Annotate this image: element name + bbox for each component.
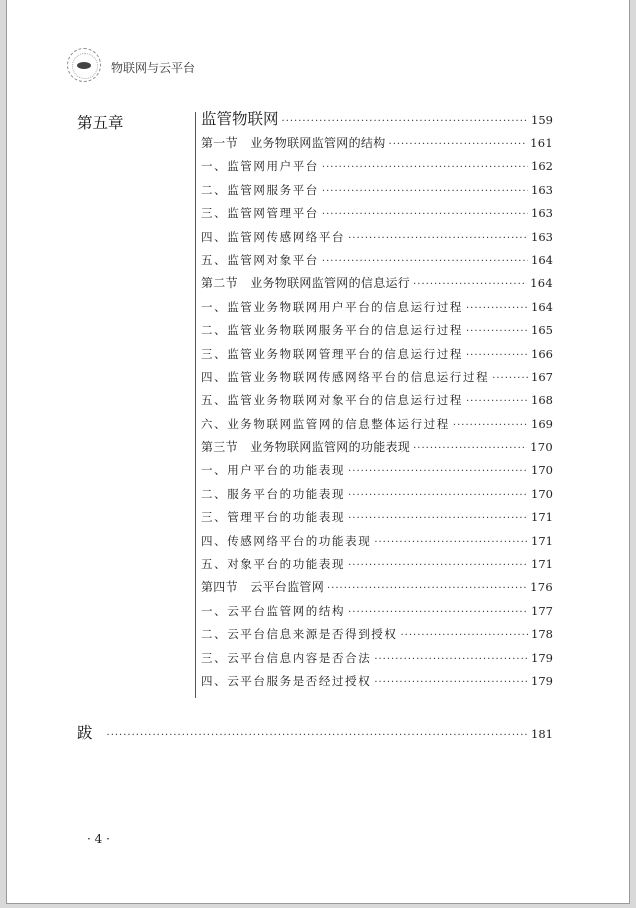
dot-leader	[348, 227, 528, 250]
toc-item-entry[interactable]	[201, 155, 553, 178]
toc-page-number: 171	[531, 557, 553, 572]
dot-leader	[401, 624, 529, 647]
toc-page-number: 163	[531, 182, 553, 197]
toc-item-title: 五、对象平台的功能表现	[201, 557, 346, 572]
toc-page-number: 179	[531, 673, 553, 688]
toc-section-entry[interactable]	[201, 272, 553, 295]
toc-item-title: 四、监管网传感网络平台	[201, 229, 346, 244]
dot-leader	[453, 414, 528, 437]
document-page	[6, 0, 630, 904]
running-header	[67, 48, 267, 82]
toc-item-entry[interactable]	[201, 296, 553, 319]
toc-section-entry[interactable]	[201, 436, 553, 459]
toc-item-entry[interactable]	[201, 202, 553, 225]
toc-entries	[201, 106, 553, 693]
toc-page-number: 164	[530, 276, 553, 291]
dot-leader	[322, 203, 528, 226]
toc-item-title: 一、云平台监管网的结构	[201, 603, 346, 618]
dot-leader	[374, 648, 528, 671]
toc-item-title: 一、监管业务物联网用户平台的信息运行过程	[201, 299, 463, 314]
dot-leader	[107, 723, 528, 749]
toc-item-entry[interactable]	[201, 179, 553, 202]
toc-item-entry[interactable]	[201, 343, 553, 366]
toc-item-title: 三、监管业务物联网管理平台的信息运行过程	[201, 346, 463, 361]
toc-section-title: 第三节 业务物联网监管网的功能表现	[201, 440, 411, 455]
dot-leader	[327, 577, 527, 600]
toc-page-number: 168	[531, 393, 553, 408]
toc-page-number: 170	[531, 463, 553, 478]
toc-item-entry[interactable]	[201, 249, 553, 272]
dot-leader	[322, 156, 528, 179]
dot-leader	[374, 531, 528, 554]
toc-item-entry[interactable]	[201, 389, 553, 412]
toc-page-number: 164	[531, 299, 553, 314]
toc-item-entry[interactable]	[201, 670, 553, 693]
toc-page-number: 176	[530, 580, 553, 595]
dot-leader	[466, 344, 528, 367]
toc-item-title: 二、监管业务物联网服务平台的信息运行过程	[201, 323, 463, 338]
toc-item-entry[interactable]	[201, 483, 553, 506]
dot-leader	[322, 250, 528, 273]
toc-item-entry[interactable]	[201, 600, 553, 623]
toc-item-title: 三、管理平台的功能表现	[201, 510, 346, 525]
toc-page-number: 167	[531, 369, 553, 384]
toc-page-number: 178	[531, 627, 553, 642]
toc-item-title: 四、传感网络平台的功能表现	[201, 533, 372, 548]
toc-page-number: 161	[530, 136, 553, 150]
dot-leader	[348, 507, 528, 530]
toc-item-title: 二、服务平台的功能表现	[201, 486, 346, 501]
toc-item-entry[interactable]	[201, 623, 553, 646]
toc-page-number: 179	[531, 650, 553, 665]
dot-leader	[466, 297, 528, 320]
toc-page-number: 164	[531, 252, 553, 267]
toc-item-entry[interactable]	[201, 366, 553, 389]
chapter-label: 第五章	[77, 114, 124, 132]
toc-item-entry[interactable]	[201, 413, 553, 436]
toc-item-title: 三、云平台信息内容是否合法	[201, 650, 372, 665]
toc-page-number: 171	[531, 510, 553, 525]
dot-leader	[348, 460, 528, 483]
page-folio: · 4 ·	[87, 832, 110, 846]
toc-item-title: 四、监管业务物联网传感网络平台的信息运行过程	[201, 369, 490, 384]
toc-page-number: 159	[531, 113, 553, 127]
toc-item-entry[interactable]	[201, 226, 553, 249]
toc-item-title: 一、监管网用户平台	[201, 159, 319, 174]
toc-page-number: 177	[531, 603, 553, 618]
dot-leader	[348, 601, 528, 624]
toc-item-entry[interactable]	[201, 647, 553, 670]
postscript-label: 跋	[77, 724, 93, 742]
toc-section-title: 第四节 云平台监管网	[201, 580, 325, 595]
chapter-divider-rule	[195, 112, 196, 698]
dot-leader	[466, 320, 528, 343]
toc-item-entry[interactable]	[201, 530, 553, 553]
running-header-title: 物联网与云平台	[111, 61, 196, 75]
toc-chapter-entry[interactable]	[201, 106, 553, 132]
toc-page-number: 162	[531, 159, 553, 174]
toc-item-title: 五、监管网对象平台	[201, 252, 319, 267]
toc-item-title: 二、云平台信息来源是否得到授权	[201, 627, 398, 642]
dot-leader	[413, 437, 527, 460]
toc-page-number: 165	[531, 323, 553, 338]
toc-section-title: 第二节 业务物联网监管网的信息运行	[201, 276, 411, 291]
dot-leader	[389, 133, 528, 156]
toc-section-entry[interactable]	[201, 132, 553, 155]
toc-item-entry[interactable]	[201, 459, 553, 482]
dot-leader	[322, 180, 528, 203]
toc-section-entry[interactable]	[201, 576, 553, 599]
toc-item-title: 五、监管业务物联网对象平台的信息运行过程	[201, 393, 463, 408]
toc-postscript-entry[interactable]	[77, 720, 553, 746]
dot-leader	[348, 484, 528, 507]
toc-item-title: 四、云平台服务是否经过授权	[201, 673, 372, 688]
toc-item-entry[interactable]	[201, 319, 553, 342]
toc-item-entry[interactable]	[201, 506, 553, 529]
dot-leader	[466, 390, 528, 413]
toc-page-number: 169	[531, 416, 553, 431]
dot-leader	[413, 273, 527, 296]
toc-page-number: 170	[531, 486, 553, 501]
toc-chapter-title: 监管物联网	[201, 110, 279, 128]
toc-item-title: 三、监管网管理平台	[201, 206, 319, 221]
toc-page-number: 166	[531, 346, 553, 361]
toc-item-title: 一、用户平台的功能表现	[201, 463, 346, 478]
toc-page-number: 181	[531, 727, 553, 741]
toc-page-number: 170	[530, 440, 553, 455]
toc-page-number: 163	[531, 206, 553, 221]
toc-page-number: 171	[531, 533, 553, 548]
dot-leader	[492, 367, 528, 390]
toc-item-entry[interactable]	[201, 553, 553, 576]
toc-page-number: 163	[531, 229, 553, 244]
emblem-icon	[67, 48, 101, 82]
toc-item-title: 六、业务物联网监管网的信息整体运行过程	[201, 416, 450, 431]
toc-item-title: 二、监管网服务平台	[201, 182, 319, 197]
toc-section-title: 第一节 业务物联网监管网的结构	[201, 136, 386, 150]
dot-leader	[348, 554, 528, 577]
dot-leader	[374, 671, 528, 694]
